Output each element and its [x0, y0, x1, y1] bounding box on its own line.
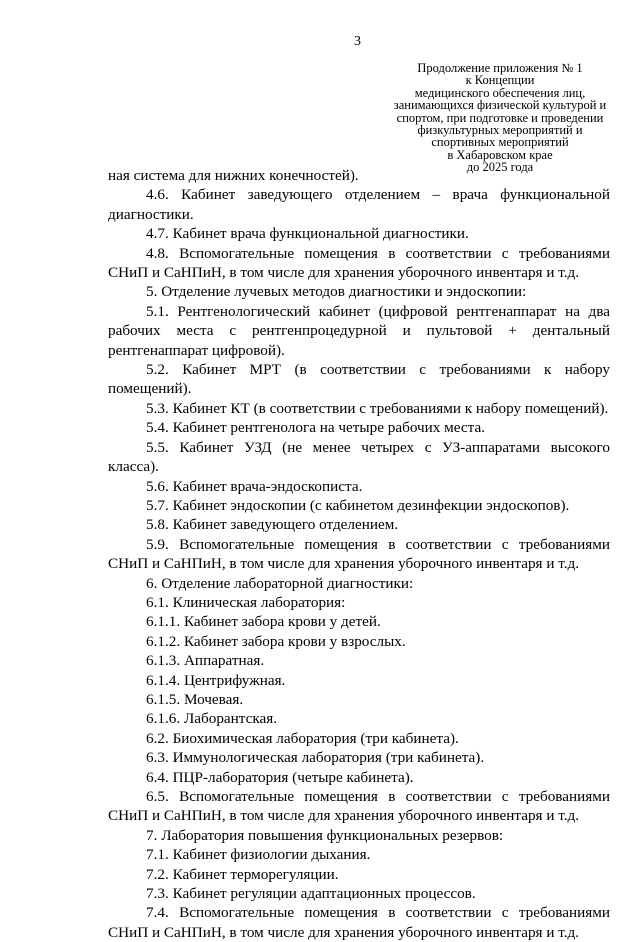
paragraph: 5.5. Кабинет УЗД (не менее четырех с УЗ-аппаратами высокого класса).: [108, 438, 610, 476]
header-line: медицинского обеспечения лиц,: [414, 85, 586, 100]
paragraph: 6.1.5. Мочевая.: [146, 690, 244, 708]
paragraph: 5.1. Рентгенологический кабинет (цифровой рентгенаппарат на два рабочих места с рентгенпроцедурной и пультовой + дентальный рентгенаппарат цифровой).: [108, 302, 610, 359]
paragraph: 7.4. Вспомогательные помещения в соответствии с требованиями СНиП и СаНПиН, в том числе для хранения уборочного инвентаря и т.д.: [108, 904, 610, 941]
document-body: [108, 166, 610, 942]
paragraph: 5.9. Вспомогательные помещения в соответствии с требованиями СНиП и СаНПиН, в том числе для хранения уборочного инвентаря и т.д.: [108, 535, 610, 573]
header-line: Продолжение приложения № 1: [417, 61, 583, 75]
paragraph: 5.6. Кабинет врача-эндоскописта.: [146, 477, 363, 495]
paragraph: 6.1.1. Кабинет забора крови у детей.: [146, 613, 381, 631]
paragraph: 5.3. Кабинет КТ (в соответствии с требованиями к набору помещений).: [146, 399, 609, 417]
paragraph: 7.3. Кабинет регуляции адаптационных процессов.: [146, 885, 476, 903]
paragraph: 4.6. Кабинет заведующего отделением – врача функциональной диагностики.: [108, 186, 610, 223]
paragraph: 7.2. Кабинет терморегуляции.: [146, 865, 339, 883]
paragraph: 7.1. Кабинет физиологии дыхания.: [146, 846, 371, 864]
paragraph: 6.1.3. Аппаратная.: [146, 652, 265, 670]
appendix-header: [380, 62, 620, 174]
header-line: в Хабаровском крае: [447, 147, 553, 162]
paragraph: 6.4. ПЦР-лаборатория (четыре кабинета).: [146, 768, 414, 786]
paragraph: 5. Отделение лучевых методов диагностики и эндоскопии:: [146, 283, 527, 301]
paragraph: 4.7. Кабинет врача функциональной диагностики.: [146, 225, 469, 243]
paragraph: 5.2. Кабинет МРТ (в соответствии с требованиями к набору помещений).: [108, 361, 610, 398]
paragraph: 5.8. Кабинет заведующего отделением.: [146, 516, 399, 534]
paragraph: 6.1.4. Центрифужная.: [146, 671, 286, 689]
header-line: физкультурных мероприятий и: [417, 123, 583, 138]
paragraph: 6.1.2. Кабинет забора крови у взрослых.: [146, 632, 406, 650]
paragraph: 6.1. Клиническая лаборатория:: [146, 593, 346, 611]
paragraph: 6.1.6. Лаборантская.: [146, 710, 278, 728]
header-line: спортивных мероприятий: [431, 135, 569, 150]
paragraph: 6.2. Биохимическая лаборатория (три кабинета).: [146, 729, 459, 747]
paragraph: ная система для нижних конечностей).: [108, 167, 359, 184]
paragraph: 5.7. Кабинет эндоскопии (с кабинетом дезинфекции эндоскопов).: [146, 496, 570, 514]
header-line: спортом, при подготовке и проведении: [396, 110, 604, 125]
paragraph: 6.5. Вспомогательные помещения в соответствии с требованиями СНиП и СаНПиН, в том числе для хранения уборочного инвентаря и т.д.: [108, 788, 610, 825]
paragraph: 7. Лаборатория повышения функциональных резервов:: [146, 826, 504, 844]
paragraph: 6.3. Иммунологическая лаборатория (три кабинета).: [146, 749, 485, 767]
header-line: занимающихся физической культурой и: [393, 98, 607, 113]
header-line: до 2025 года: [466, 160, 534, 175]
header-line: к Концепции: [465, 73, 535, 88]
page-number: 3: [354, 34, 361, 49]
paragraph: 4.8. Вспомогательные помещения в соответствии с требованиями СНиП и СаНПиН, в том числе для хранения уборочного инвентаря и т.д.: [108, 244, 610, 282]
paragraph: 6. Отделение лабораторной диагностики:: [146, 574, 414, 592]
paragraph: 5.4. Кабинет рентгенолога на четыре рабочих места.: [146, 419, 486, 437]
